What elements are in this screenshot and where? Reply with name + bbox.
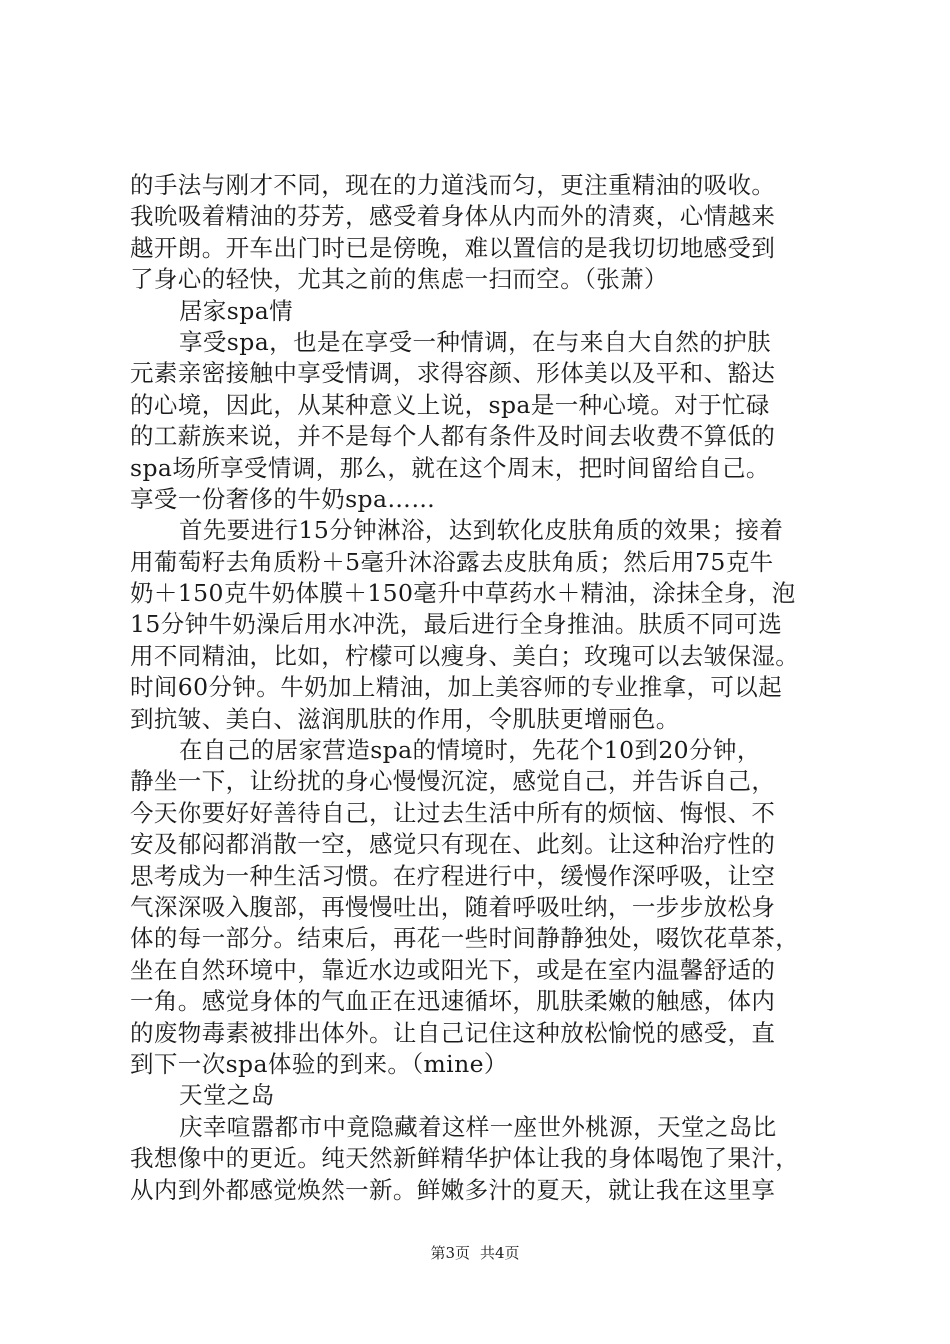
text-line: 的心境，因此，从某种意义上说，spa是一种心境。对于忙碌: [130, 390, 770, 419]
text-line: 一角。感觉身体的气血正在迅速循坏，肌肤柔嫩的触感，体内: [130, 987, 776, 1016]
page-footer: [0, 1243, 950, 1263]
text-line: 用葡萄籽去角质粉＋5毫升沐浴露去皮肤角质；然后用75克牛: [130, 547, 774, 576]
text-line: 居家spa情: [179, 296, 294, 325]
page-total: 共4页: [480, 1244, 520, 1262]
document-body: [130, 170, 830, 1206]
page-number: 第3页: [430, 1244, 470, 1262]
text-line: 体的每一部分。结束后，再花一些时间静静独处，啜饮花草茶，: [130, 924, 800, 953]
text-line: 时间60分钟。牛奶加上精油，加上美容师的专业推拿，可以起: [130, 673, 783, 702]
text-line: 的手法与刚才不同，现在的力道浅而匀，更注重精油的吸收。: [130, 171, 776, 199]
text-line: 安及郁闷都消散一空，感觉只有现在、此刻。让这种治疗性的: [130, 830, 776, 859]
text-line: 15分钟牛奶澡后用水冲洗，最后进行全身推油。肤质不同可选: [130, 610, 783, 639]
text-line: 从内到外都感觉焕然一新。鲜嫩多汁的夏天，就让我在这里享: [130, 1175, 776, 1204]
text-line: 我想像中的更近。纯天然新鲜精华护体让我的身体喝饱了果汁，: [130, 1144, 800, 1173]
text-line: 我吮吸着精油的芬芳，感受着身体从内而外的清爽，心情越来: [130, 202, 776, 231]
text-line: 用不同精油，比如，柠檬可以瘦身、美白；玫瑰可以去皱保湿。: [130, 641, 800, 670]
text-line: 庆幸喧嚣都市中竟隐藏着这样一座世外桃源，天堂之岛比: [179, 1112, 777, 1141]
text-line: 了身心的轻快，尤其之前的焦虑一扫而空。（张萧）: [130, 265, 668, 294]
text-line: 天堂之岛: [179, 1081, 275, 1110]
text-line: 越开朗。开车出门时已是傍晚，难以置信的是我切切地感受到: [130, 233, 776, 262]
text-line: 的工薪族来说，并不是每个人都有条件及时间去收费不算低的: [130, 422, 776, 451]
text-line: 思考成为一种生活习惯。在疗程进行中，缓慢作深呼吸，让空: [130, 861, 776, 890]
text-line: 享受一份奢侈的牛奶spa……: [130, 484, 436, 513]
text-line: spa场所享受情调，那么，就在这个周末，把时间留给自己。: [130, 453, 770, 482]
text-line: 奶＋150克牛奶体膜＋150毫升中草药水＋精油，涂抹全身，泡: [130, 579, 796, 608]
text-line: 到下一次spa体验的到来。（mine）: [130, 1049, 508, 1078]
text-line: 气深深吸入腹部，再慢慢吐出，随着呼吸吐纳，一步步放松身: [130, 892, 776, 921]
text-line: 享受spa，也是在享受一种情调，在与来自大自然的护肤: [179, 327, 772, 356]
text-line: 首先要进行15分钟淋浴，达到软化皮肤角质的效果；接着: [179, 516, 784, 545]
text-line: 坐在自然环境中，靠近水边或阳光下，或是在室内温馨舒适的: [130, 955, 776, 984]
text-line: 今天你要好好善待自己，让过去生活中所有的烦恼、悔恨、不: [130, 798, 776, 827]
text-line: 的废物毒素被排出体外。让自己记住这种放松愉悦的感受，直: [130, 1018, 776, 1047]
text-line: 在自己的居家营造spa的情境时，先花个10到20分钟，: [179, 736, 761, 765]
text-line: 到抗皱、美白、滋润肌肤的作用，令肌肤更增丽色。: [130, 704, 680, 733]
text-line: 静坐一下，让纷扰的身心慢慢沉淀，感觉自己，并告诉自己，: [130, 767, 776, 796]
text-line: 元素亲密接触中享受情调，求得容颜、形体美以及平和、豁达: [130, 359, 776, 388]
